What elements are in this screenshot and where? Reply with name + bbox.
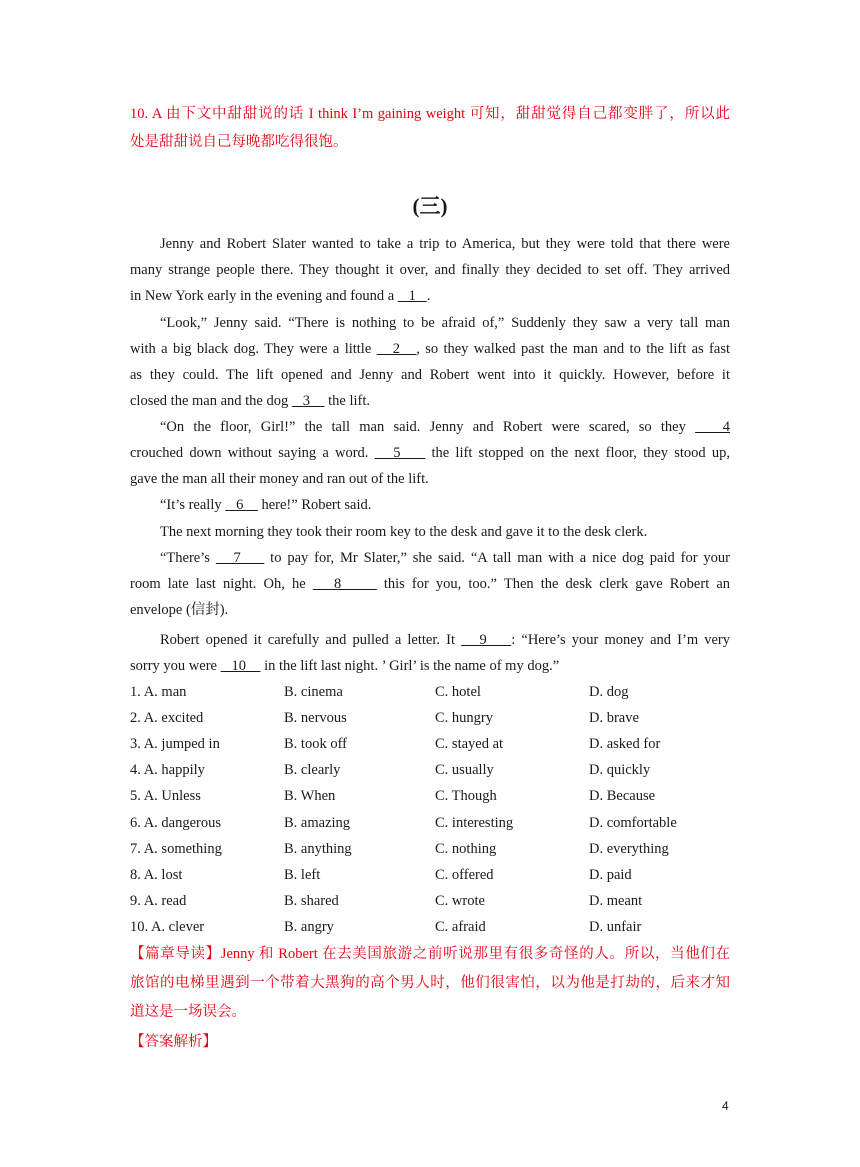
blank-10: 10: [220, 658, 261, 674]
option-c: C. hotel: [435, 684, 481, 700]
text: in the lift last night. ’ Girl’ is the name of my dog.”: [260, 658, 560, 674]
option-a: 9. A. read: [130, 893, 187, 909]
option-b: B. When: [284, 788, 336, 804]
text: sorry you were: [130, 658, 221, 674]
passage-p1-l2: many strange people there. They thought it over, and finally they decided to set off. They arrived: [130, 262, 730, 278]
option-d: D. Because: [589, 788, 656, 804]
passage-p6-l3: envelope (信封).: [130, 602, 229, 618]
option-a: 10. A. clever: [130, 919, 205, 935]
option-d: D. meant: [589, 893, 643, 909]
option-b: B. amazing: [284, 815, 351, 831]
option-a: 7. A. something: [130, 841, 222, 857]
blank-3: 3: [291, 393, 325, 409]
option-c: C. afraid: [435, 919, 486, 935]
blank-5: 5: [374, 445, 426, 461]
blank-1: 1: [397, 288, 427, 304]
text: this for you, too.” Then the desk clerk gave Robert an: [376, 576, 731, 592]
text: : “Here’s your money and I’m very: [511, 632, 730, 648]
option-c: C. hungry: [435, 710, 493, 726]
guide-line-2: 旅馆的电梯里遇到一个带着大黑狗的高个男人时，他们很害怕，以为他是打劫的，后来才知: [130, 975, 730, 991]
text: crouched down without saying a word.: [130, 445, 375, 461]
option-c: C. interesting: [435, 815, 514, 831]
option-d: D. brave: [589, 710, 639, 726]
text: to pay for, Mr Slater,” she said. “A tall man with a nice dog paid for your: [264, 550, 731, 566]
option-c: C. stayed at: [435, 736, 504, 752]
option-c: C. offered: [435, 867, 494, 883]
section-title: (三): [412, 194, 448, 218]
text: Robert opened it carefully and pulled a letter. It: [160, 632, 462, 648]
passage-p7-l2: [130, 656, 730, 676]
text: the lift stopped on the next floor, they stood up,: [425, 445, 731, 461]
option-a: 3. A. jumped in: [130, 736, 220, 752]
option-b: B. left: [284, 867, 321, 883]
passage-p3-l2: [130, 443, 730, 463]
text: in New York early in the evening and found a: [130, 288, 398, 304]
text: with a big black dog. They were a little: [130, 341, 377, 357]
passage-p3-l1: [130, 417, 730, 437]
option-b: B. nervous: [284, 710, 347, 726]
option-a: 8. A. lost: [130, 867, 183, 883]
text: “There’s: [160, 550, 216, 566]
passage-p5: The next morning they took their room key to the desk and gave it to the desk clerk.: [160, 524, 648, 540]
passage-p2-l3: as they could. The lift opened and Jenny and Robert went into it quickly. However, before it: [130, 367, 730, 383]
option-d: D. everything: [589, 841, 669, 857]
passage-p2-l1: “Look,” Jenny said. “There is nothing to be afraid of,” Suddenly they saw a very tall man: [160, 315, 730, 331]
passage-p4: [130, 495, 730, 515]
option-d: D. dog: [589, 684, 629, 700]
passage-p6-l2: [130, 574, 730, 594]
prev-answer-line-1: 10. A 由下文中甜甜说的话 I think I’m gaining weight 可知，甜甜觉得自己都变胖了，所以此: [130, 106, 730, 122]
page-number: 4: [722, 1099, 729, 1113]
prev-answer-line-2: 处是甜甜说自己每晚都吃得很饱。: [130, 134, 348, 150]
option-d: D. paid: [589, 867, 632, 883]
blank-8: 8: [312, 576, 377, 592]
option-a: 2. A. excited: [130, 710, 204, 726]
option-a: 1. A. man: [130, 684, 187, 700]
text: the lift.: [324, 393, 371, 409]
option-c: C. Though: [435, 788, 497, 804]
option-b: B. shared: [284, 893, 339, 909]
blank-9: 9: [461, 632, 512, 648]
option-b: B. clearly: [284, 762, 341, 778]
blank-7: 7: [215, 550, 265, 566]
blank-4: 4: [695, 419, 730, 435]
passage-p7-l1: [130, 630, 730, 650]
passage-p2-l2: [130, 339, 730, 359]
passage-p1-l1: Jenny and Robert Slater wanted to take a trip to America, but they were told that there were: [160, 236, 730, 252]
passage-p6-l1: [130, 548, 730, 568]
text: “On the floor, Girl!” the tall man said. Jenny and Robert were scared, so they: [160, 419, 696, 435]
option-d: D. quickly: [589, 762, 651, 778]
option-d: D. unfair: [589, 919, 642, 935]
option-a: 6. A. dangerous: [130, 815, 222, 831]
option-d: D. asked for: [589, 736, 661, 752]
option-b: B. cinema: [284, 684, 343, 700]
option-a: 4. A. happily: [130, 762, 205, 778]
text: , so they walked past the man and to the lift as fast: [416, 341, 730, 357]
option-a: 5. A. Unless: [130, 788, 201, 804]
text: closed the man and the dog: [130, 393, 292, 409]
option-c: C. nothing: [435, 841, 497, 857]
option-d: D. comfortable: [589, 815, 677, 831]
blank-6: 6: [225, 497, 258, 513]
blank-2: 2: [376, 341, 417, 357]
passage-p2-l4: [130, 391, 730, 411]
guide-line-3: 道这是一场误会。: [130, 1004, 246, 1020]
text: room late last night. Oh, he: [130, 576, 313, 592]
option-b: B. angry: [284, 919, 334, 935]
text: “It’s really: [160, 497, 226, 513]
option-c: C. usually: [435, 762, 494, 778]
passage-p3-l3: gave the man all their money and ran out of the lift.: [130, 471, 429, 487]
option-c: C. wrote: [435, 893, 485, 909]
passage-p1-l3: [130, 286, 730, 306]
text: here!” Robert said.: [257, 497, 372, 513]
text: .: [426, 288, 431, 304]
answer-heading: 【答案解析】: [130, 1034, 217, 1050]
option-b: B. anything: [284, 841, 352, 857]
option-b: B. took off: [284, 736, 347, 752]
guide-line-1: 【篇章导读】Jenny 和 Robert 在去美国旅游之前听说那里有很多奇怪的人。所以，当他们在: [130, 946, 730, 962]
